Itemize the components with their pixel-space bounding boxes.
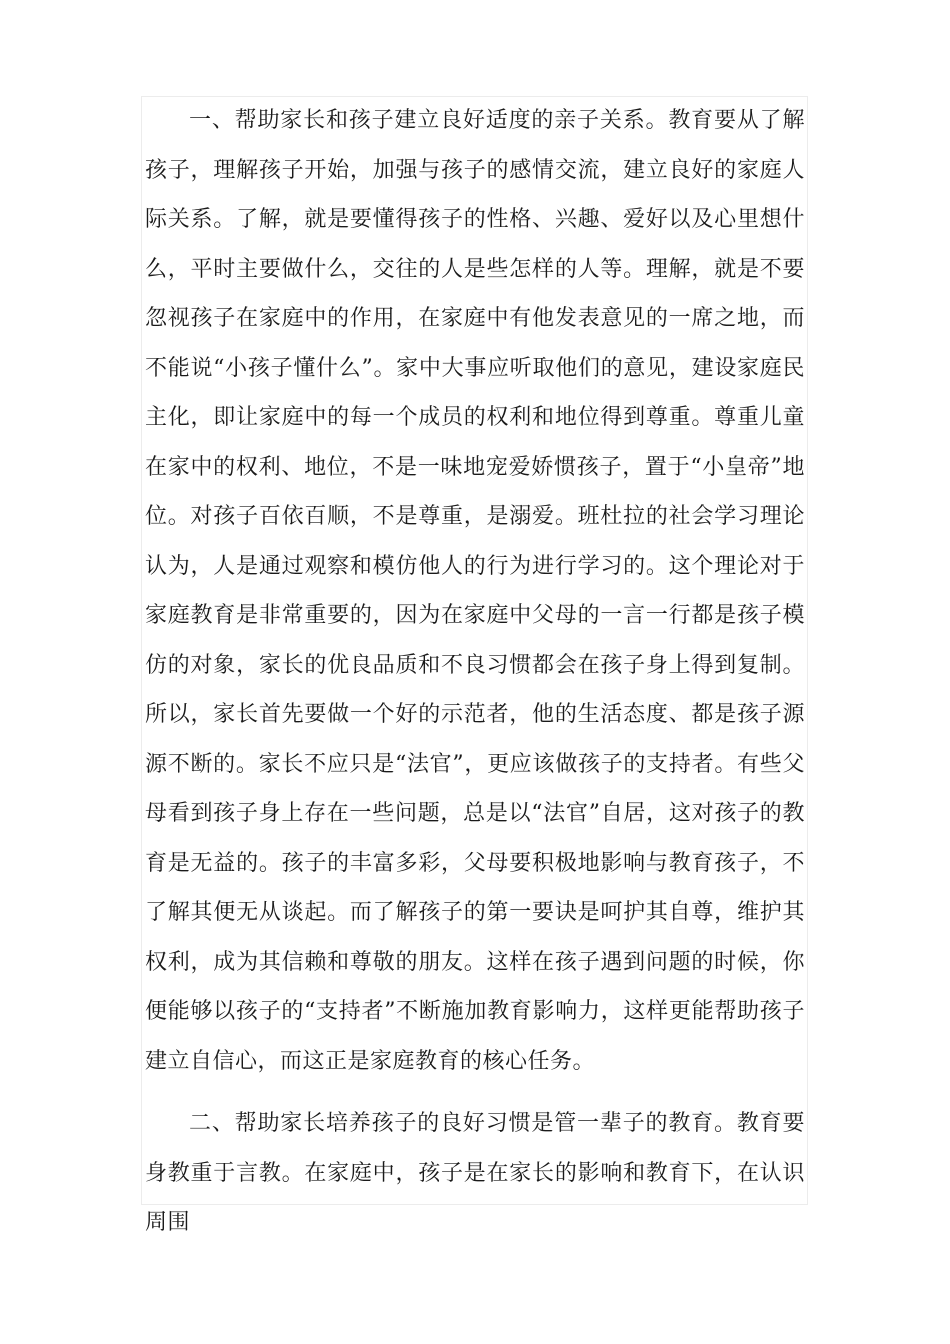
document-body [145, 96, 805, 1248]
paragraph-parent-child-relationship: 一、帮助家长和孩子建立良好适度的亲子关系。教育要从了解孩子，理解孩子开始，加强与孩子的感情交流，建立良好的家庭人际关系。了解，就是要懂得孩子的性格、兴趣、爱好以及心里想什么，平时主要做什么，交往的人是些怎样的人等。理解，就是不要忽视孩子在家庭中的作用，在家庭中有他发表意见的一席之地，而不能说“小孩子懂什么”。家中大事应听取他们的意见，建设家庭民主化，即让家庭中的每一个成员的权利和地位得到尊重。尊重儿童在家中的权利、地位，不是一味地宠爱娇惯孩子，置于“小皇帝”地位。对孩子百依百顺，不是尊重，是溺爱。班杜拉的社会学习理论认为，人是通过观察和模仿他人的行为进行学习的。这个理论对于家庭教育是非常重要的，因为在家庭中父母的一言一行都是孩子模仿的对象，家长的优良品质和不良习惯都会在孩子身上得到复制。所以，家长首先要做一个好的示范者，他的生活态度、都是孩子源源不断的。家长不应只是“法官”，更应该做孩子的支持者。有些父母看到孩子身上存在一些问题，总是以“法官”自居，这对孩子的教育是无益的。孩子的丰富多彩，父母要积极地影响与教育孩子，不了解其便无从谈起。而了解孩子的第一要诀是呵护其自尊，维护其权利，成为其信赖和尊敬的朋友。这样在孩子遇到问题的时候，你便能够以孩子的“支持者”不断施加教育影响力，这样更能帮助孩子建立自信心，而这正是家庭教育的核心任务。 [145, 108, 805, 1074]
paragraph-good-habits: 二、帮助家长培养孩子的良好习惯是管一辈子的教育。教育要身教重于言教。在家庭中，孩子是在家长的影响和教育下，在认识周围 [145, 1111, 805, 1235]
